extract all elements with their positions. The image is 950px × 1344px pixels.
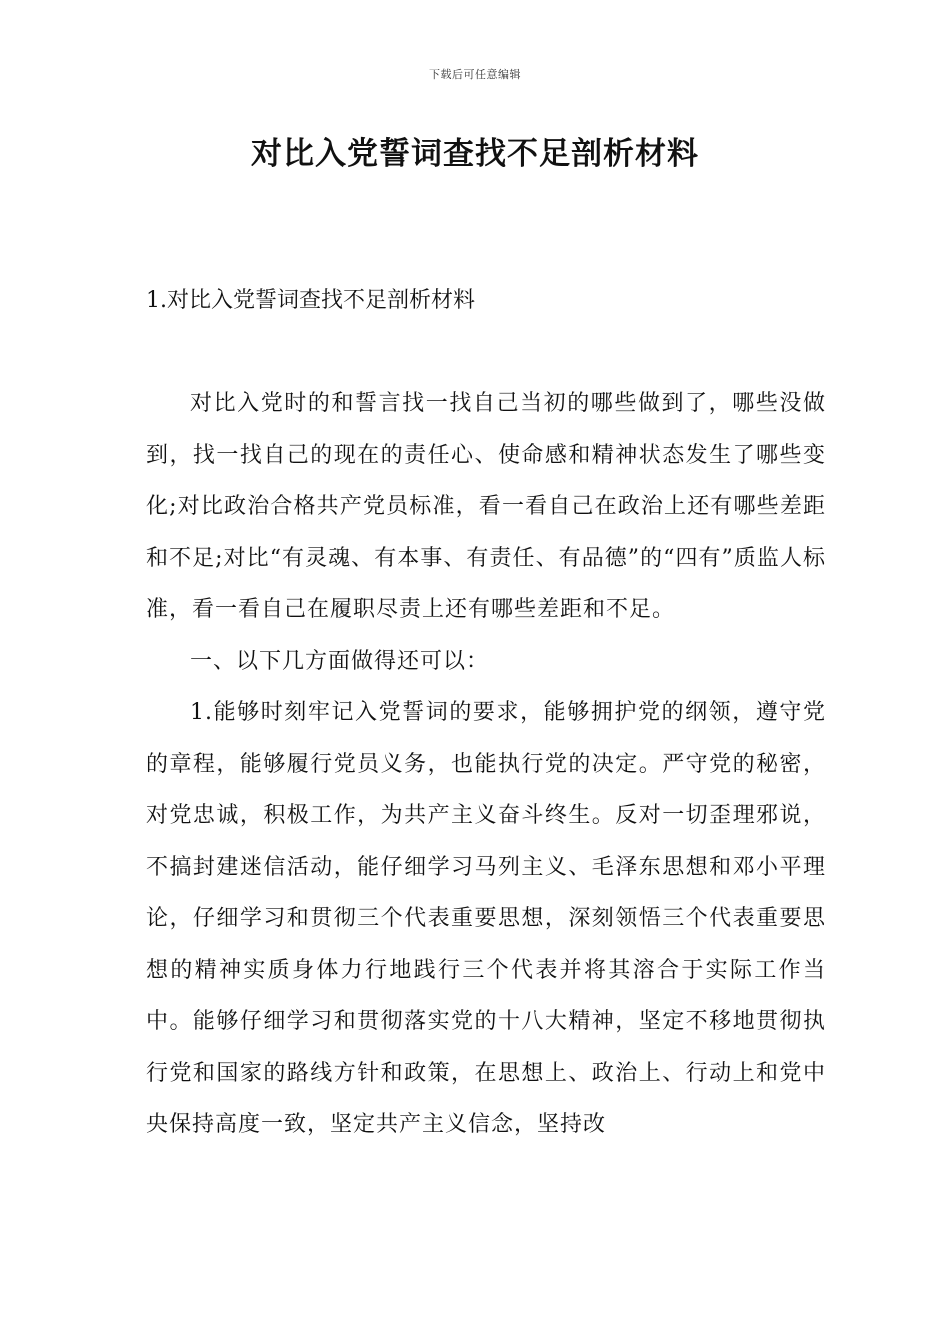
document-title: 对比入党誓词查找不足剖析材料 [251,136,699,172]
document-body [146,378,826,1151]
section-heading: 1.对比入党誓词查找不足剖析材料 [146,288,475,313]
paragraph-intro: 对比入党时的和誓言找一找自己当初的哪些做到了，哪些没做到，找一找自己的现在的责任心、使命感和精神状态发生了哪些变化;对比政治合格共产党员标准，看一看自己在政治上还有哪些差距和不足;对比“有灵魂、有本事、有责任、有品德”的“四有”质监人标准，看一看自己在履职尽责上还有哪些差距和不足。 [146,391,826,622]
paragraph-subheading: 一、以下几方面做得还可以： [190,648,490,674]
header-note: 下载后可任意编辑 [429,68,521,81]
paragraph-item-1: 1.能够时刻牢记入党誓词的要求，能够拥护党的纲领，遵守党的章程，能够履行党员义务，也能执行党的决定。严守党的秘密，对党忠诚，积极工作，为共产主义奋斗终生。反对一切歪理邪说，不搞封建迷信活动，能仔细学习马列主义、毛泽东思想和邓小平理论，仔细学习和贯彻三个代表重要思想，深刻领悟三个代表重要思想的精神实质身体力行地践行三个代表并将其溶合于实际工作当中。能够仔细学习和贯彻落实党的十八大精神，坚定不移地贯彻执行党和国家的路线方针和政策，在思想上、政治上、行动上和党中央保持高度一致，坚定共产主义信念，坚持改 [146,700,826,1137]
